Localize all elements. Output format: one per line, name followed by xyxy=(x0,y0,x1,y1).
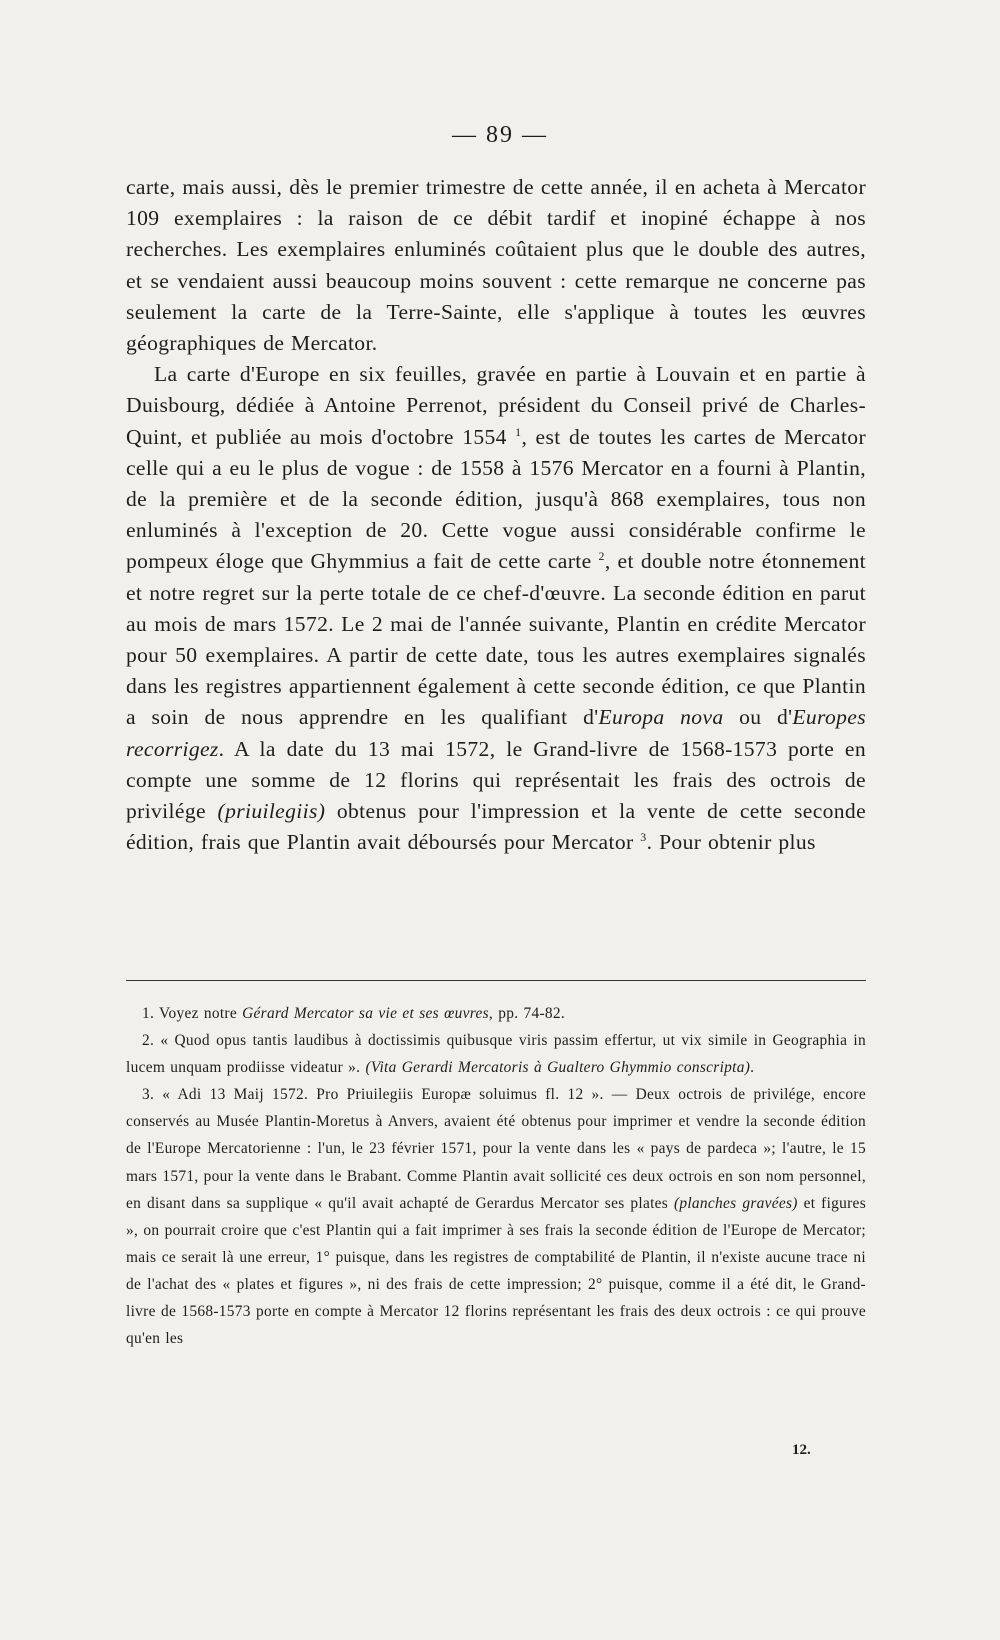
paragraph-2-part-b: , est de toutes les cartes de Mercator celle qui a eu le plus de vogue : de 1558 à 1576 Mercator en a fourni à Plantin, de la première et de la seconde édition, jusqu'à 868 exemplaires, tous non enluminés à l'exception de 20. Cette vogue aussi considérable confirme le pompeux éloge que Ghymmius a fait de cette carte xyxy=(126,424,866,574)
paragraph-2-part-d: ou d' xyxy=(723,705,793,730)
footnote-ref-1: 1 xyxy=(515,424,522,439)
page-number: — 89 — xyxy=(452,122,548,148)
paragraph-2-part-a: La carte d'Europe en six feuilles, gravée en partie à Louvain et en partie à Duisbourg, dédiée à Antoine Perrenot, président du Conseil privé de Charles-Quint, et publiée au mois d'octobre 1554 xyxy=(126,362,866,449)
footnote-3-planches: (planches gravées) xyxy=(673,1194,798,1212)
footnote-1-text-a: Voyez notre xyxy=(159,1005,243,1022)
europa-nova-title: Europa nova xyxy=(598,705,724,730)
footnote-3-text-b: et figures », on pourrait croire que c'est Plantin qui a fait imprimer à ses frais la seconde édition de l'Europe de Mercator; mais ce serait là une erreur, 1° puisque, dans les registres de comptabilité de Plantin, il n'existe aucune trace ni de l'achat des « plates et figures », ni des frais de cette impression; 2° puisque, comme il a été dit, le Grand-livre de 1568-1573 porte en compte à Mercator 12 florins représentant les frais des deux octrois : ce qui prouve qu'en les xyxy=(126,1194,866,1348)
footnote-2-number: 2. xyxy=(142,1032,155,1050)
paragraph-2-part-e: . A la date du 13 mai 1572, le Grand-livre de 1568-1573 porte en compte une somme de 12 florins qui représentait les frais des octrois de privilége xyxy=(126,736,866,824)
footnote-1 xyxy=(126,1000,866,1027)
main-text xyxy=(126,172,866,858)
footnote-ref-2: 2 xyxy=(598,549,605,564)
paragraph-2 xyxy=(126,359,866,858)
footnotes xyxy=(126,1000,866,1352)
paragraph-2-part-g: . Pour obtenir plus xyxy=(646,830,816,855)
footnote-2-source: (Vita Gerardi Mercatoris à Gualtero Ghymmio conscripta) xyxy=(365,1059,751,1077)
footnote-separator xyxy=(126,980,866,981)
priuilegiis-term: (priuilegiis) xyxy=(217,799,326,824)
signature-mark: 12. xyxy=(792,1442,811,1458)
footnote-3-number: 3. xyxy=(142,1086,155,1104)
footnote-1-text-b: , pp. 74-82. xyxy=(488,1005,566,1022)
footnote-1-title: Gérard Mercator sa vie et ses œuvres xyxy=(242,1005,489,1022)
paragraph-1: carte, mais aussi, dès le premier trimestre de cette année, il en acheta à Mercator 109 exemplaires : la raison de ce débit tardif et inopiné échappe à nos recherches. Les exemplaires enluminés coûtaient plus que le double des autres, et se vendaient aussi beaucoup moins souvent : cette remarque ne concerne pas seulement la carte de la Terre-Sainte, elle s'applique à toutes les œuvres géographiques de Mercator. xyxy=(126,175,866,356)
paragraph-2-part-f: obtenus pour l'impression et la vente de cette seconde édition, frais que Plantin avait déboursés pour Mercator xyxy=(126,799,866,855)
europes-recorrigez-title: Europes recorrigez xyxy=(126,705,866,761)
footnote-2-text-a: « Quod opus tantis laudibus à doctissimis quibusque viris passim effertur, ut vix simile in Geographia in lucem unquam prodiisse videatur ». xyxy=(126,1032,866,1077)
footnote-3-text-a: « Adi 13 Maij 1572. Pro Priuilegiis Europæ soluimus fl. 12 ». — Deux octrois de privilége, encore conservés au Musée Plantin-Moretus à Anvers, avaient été obtenus pour imprimer et vendre la seconde édition de l'Europe Mercatorienne : l'un, le 23 février 1571, pour la vente dans les « pays de pardeca »; l'autre, le 15 mars 1571, pour la vente dans le Brabant. Comme Plantin avait sollicité ces deux octrois en son nom personnel, en disant dans sa supplique « qu'il avait achapté de Gerardus Mercator ses plates xyxy=(126,1086,866,1212)
footnote-3 xyxy=(126,1081,866,1352)
footnote-1-number: 1. xyxy=(142,1005,155,1022)
footnote-ref-3: 3 xyxy=(640,830,647,845)
footnote-2 xyxy=(126,1027,866,1081)
footnote-2-text-b: . xyxy=(750,1059,755,1077)
paragraph-2-part-c: , et double notre étonnement et notre regret sur la perte totale de ce chef-d'œuvre. La seconde édition en parut au mois de mars 1572. Le 2 mai de l'année suivante, Plantin en crédite Mercator pour 50 exemplaires. A partir de cette date, tous les autres exemplaires signalés dans les registres appartiennent également à cette seconde édition, ce que Plantin a soin de nous apprendre en les qualifiant d' xyxy=(126,549,866,730)
